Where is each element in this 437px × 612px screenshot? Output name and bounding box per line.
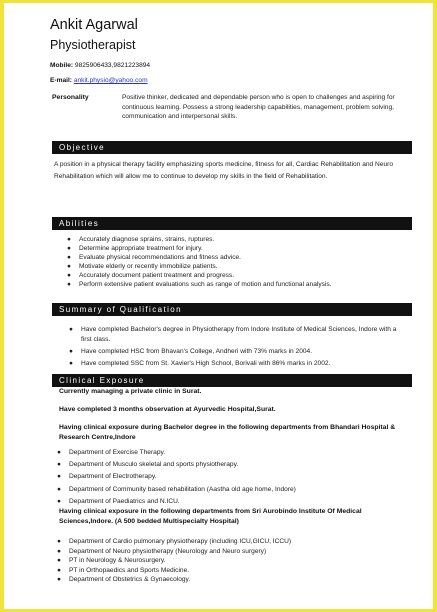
clinical-intro-1: Having clinical exposure during Bachelor degree in the following departments from Bhandari Hospital & Research Centre,Indore — [59, 424, 396, 441]
clinical-line-1: Currently managing a private clinic in Surat. — [59, 388, 202, 395]
bullet-icon: ● — [67, 253, 71, 261]
list-item: ● Motivate elderly or recently immobilize patients. — [67, 262, 218, 270]
job-title: Physiotherapist — [50, 38, 136, 52]
list-item: ● Department of Cardio pulmonary physiotherapy (including ICU,GICU, ICCU) — [57, 538, 292, 545]
list-item: ● Have completed HSC from Bhavan's College, Andheri with 73% marks in 2004. — [69, 347, 313, 355]
bullet-icon: ● — [57, 576, 61, 584]
list-item: ● Accurately document patient treatment and progress. — [67, 271, 235, 279]
list-item: ● Evaluate physical recommendations and fitness advice. — [67, 253, 242, 261]
bullet-icon: ● — [57, 566, 61, 574]
summary-list — [68, 325, 398, 371]
bullet-icon: ● — [57, 497, 61, 505]
bullet-icon: ● — [67, 244, 71, 252]
departments-list-2 — [56, 537, 406, 585]
departments-list-1 — [56, 447, 406, 508]
clinical-intro-2: Having clinical exposure in the following departments from Sri Aurobindo Institute Of Medical Sciences,Indore. (A 500 bedded Multispecialty Hospital) — [59, 508, 362, 525]
mobile-line — [50, 62, 150, 69]
bullet-icon: ● — [57, 538, 61, 545]
bullet-icon: ● — [57, 547, 61, 555]
email-link[interactable]: ankit.physio@yahoo.com — [73, 77, 148, 84]
bullet-icon: ● — [57, 485, 61, 493]
bullet-icon: ● — [69, 359, 73, 367]
personality-text: Positive thinker, dedicated and dependable person who is open to challenges and aspiring for continuous learning. Possess a strong leadership capabilities, management, problem solving, communication and interpersonal skills. — [122, 94, 395, 121]
list-item: ● Department of Electrotherapy. — [56, 471, 406, 483]
bullet-icon: ● — [57, 449, 61, 456]
email-label: E-mail: — [50, 77, 72, 84]
list-item: ● Department of Community based rehabilitation (Aastha old age home, Indore) — [56, 484, 406, 496]
clinical-line-2: Have completed 3 months observation at Ayurvedic Hospital,Surat. — [59, 406, 276, 413]
list-item: ● Accurately diagnose sprains, strains, ruptures. — [67, 236, 215, 243]
list-item: ● Department of Obstetrics & Gynaecology. — [57, 576, 191, 584]
bullet-icon: ● — [69, 326, 73, 333]
summary-heading: Summary of Qualification — [52, 303, 412, 316]
list-item: ● Perform extensive patient evaluations such as range of motion and functional analysis. — [67, 280, 332, 288]
bullet-icon: ● — [67, 236, 71, 243]
list-item: ● Department of Exercise Therapy. — [56, 447, 406, 459]
objective-heading: Objective — [52, 141, 412, 154]
bullet-icon: ● — [57, 557, 61, 565]
mobile-label: Mobile: — [50, 62, 74, 69]
bullet-icon: ● — [57, 473, 61, 481]
list-item: ● Determine appropriate treatment for injury. — [67, 244, 203, 252]
abilities-heading: Abilities — [52, 217, 412, 230]
bullet-icon: ● — [67, 262, 71, 270]
list-item: ● PT in Orthopaedics and Sports Medicine. — [57, 566, 190, 574]
list-item: ● Have completed SSC from St. Xavier's High School, Borivali with 86% marks in 2002. — [69, 359, 331, 367]
list-item: ● PT in Neurology & Neurosurgery. — [57, 557, 166, 565]
list-item: ● Department of Musculo skeletal and sports physiotherapy. — [56, 459, 406, 471]
bullet-icon: ● — [57, 461, 61, 469]
abilities-list — [66, 236, 416, 289]
list-item: ● Department of Neuro physiotherapy (Neurology and Neuro surgery) — [57, 547, 267, 555]
objective-text: A position in a physical therapy facility emphasizing sports medicine, fitness for all, Cardiac Rehabilitation and Neuro Rehabilitation which will allow me to continue to develop my skills in the field of Rehabilitation. — [54, 161, 394, 180]
list-item: ● Department of Paediatrics and N.ICU. — [56, 496, 406, 508]
bullet-icon: ● — [67, 271, 71, 279]
email-line — [50, 77, 148, 84]
resume-page — [4, 3, 433, 609]
bullet-icon: ● — [69, 347, 73, 355]
mobile-value: 9825906433,9821223894 — [74, 62, 151, 69]
bullet-icon: ● — [67, 280, 71, 288]
list-item: ● Have completed Bachelor's degree in Physiotherapy from Indore Institute of Medical Sciences, Indore with a first class. — [69, 326, 397, 343]
personality-label: Personality — [52, 94, 89, 101]
clinical-heading: Clinical Exposure — [52, 374, 412, 387]
candidate-name: Ankit Agarwal — [50, 17, 138, 33]
